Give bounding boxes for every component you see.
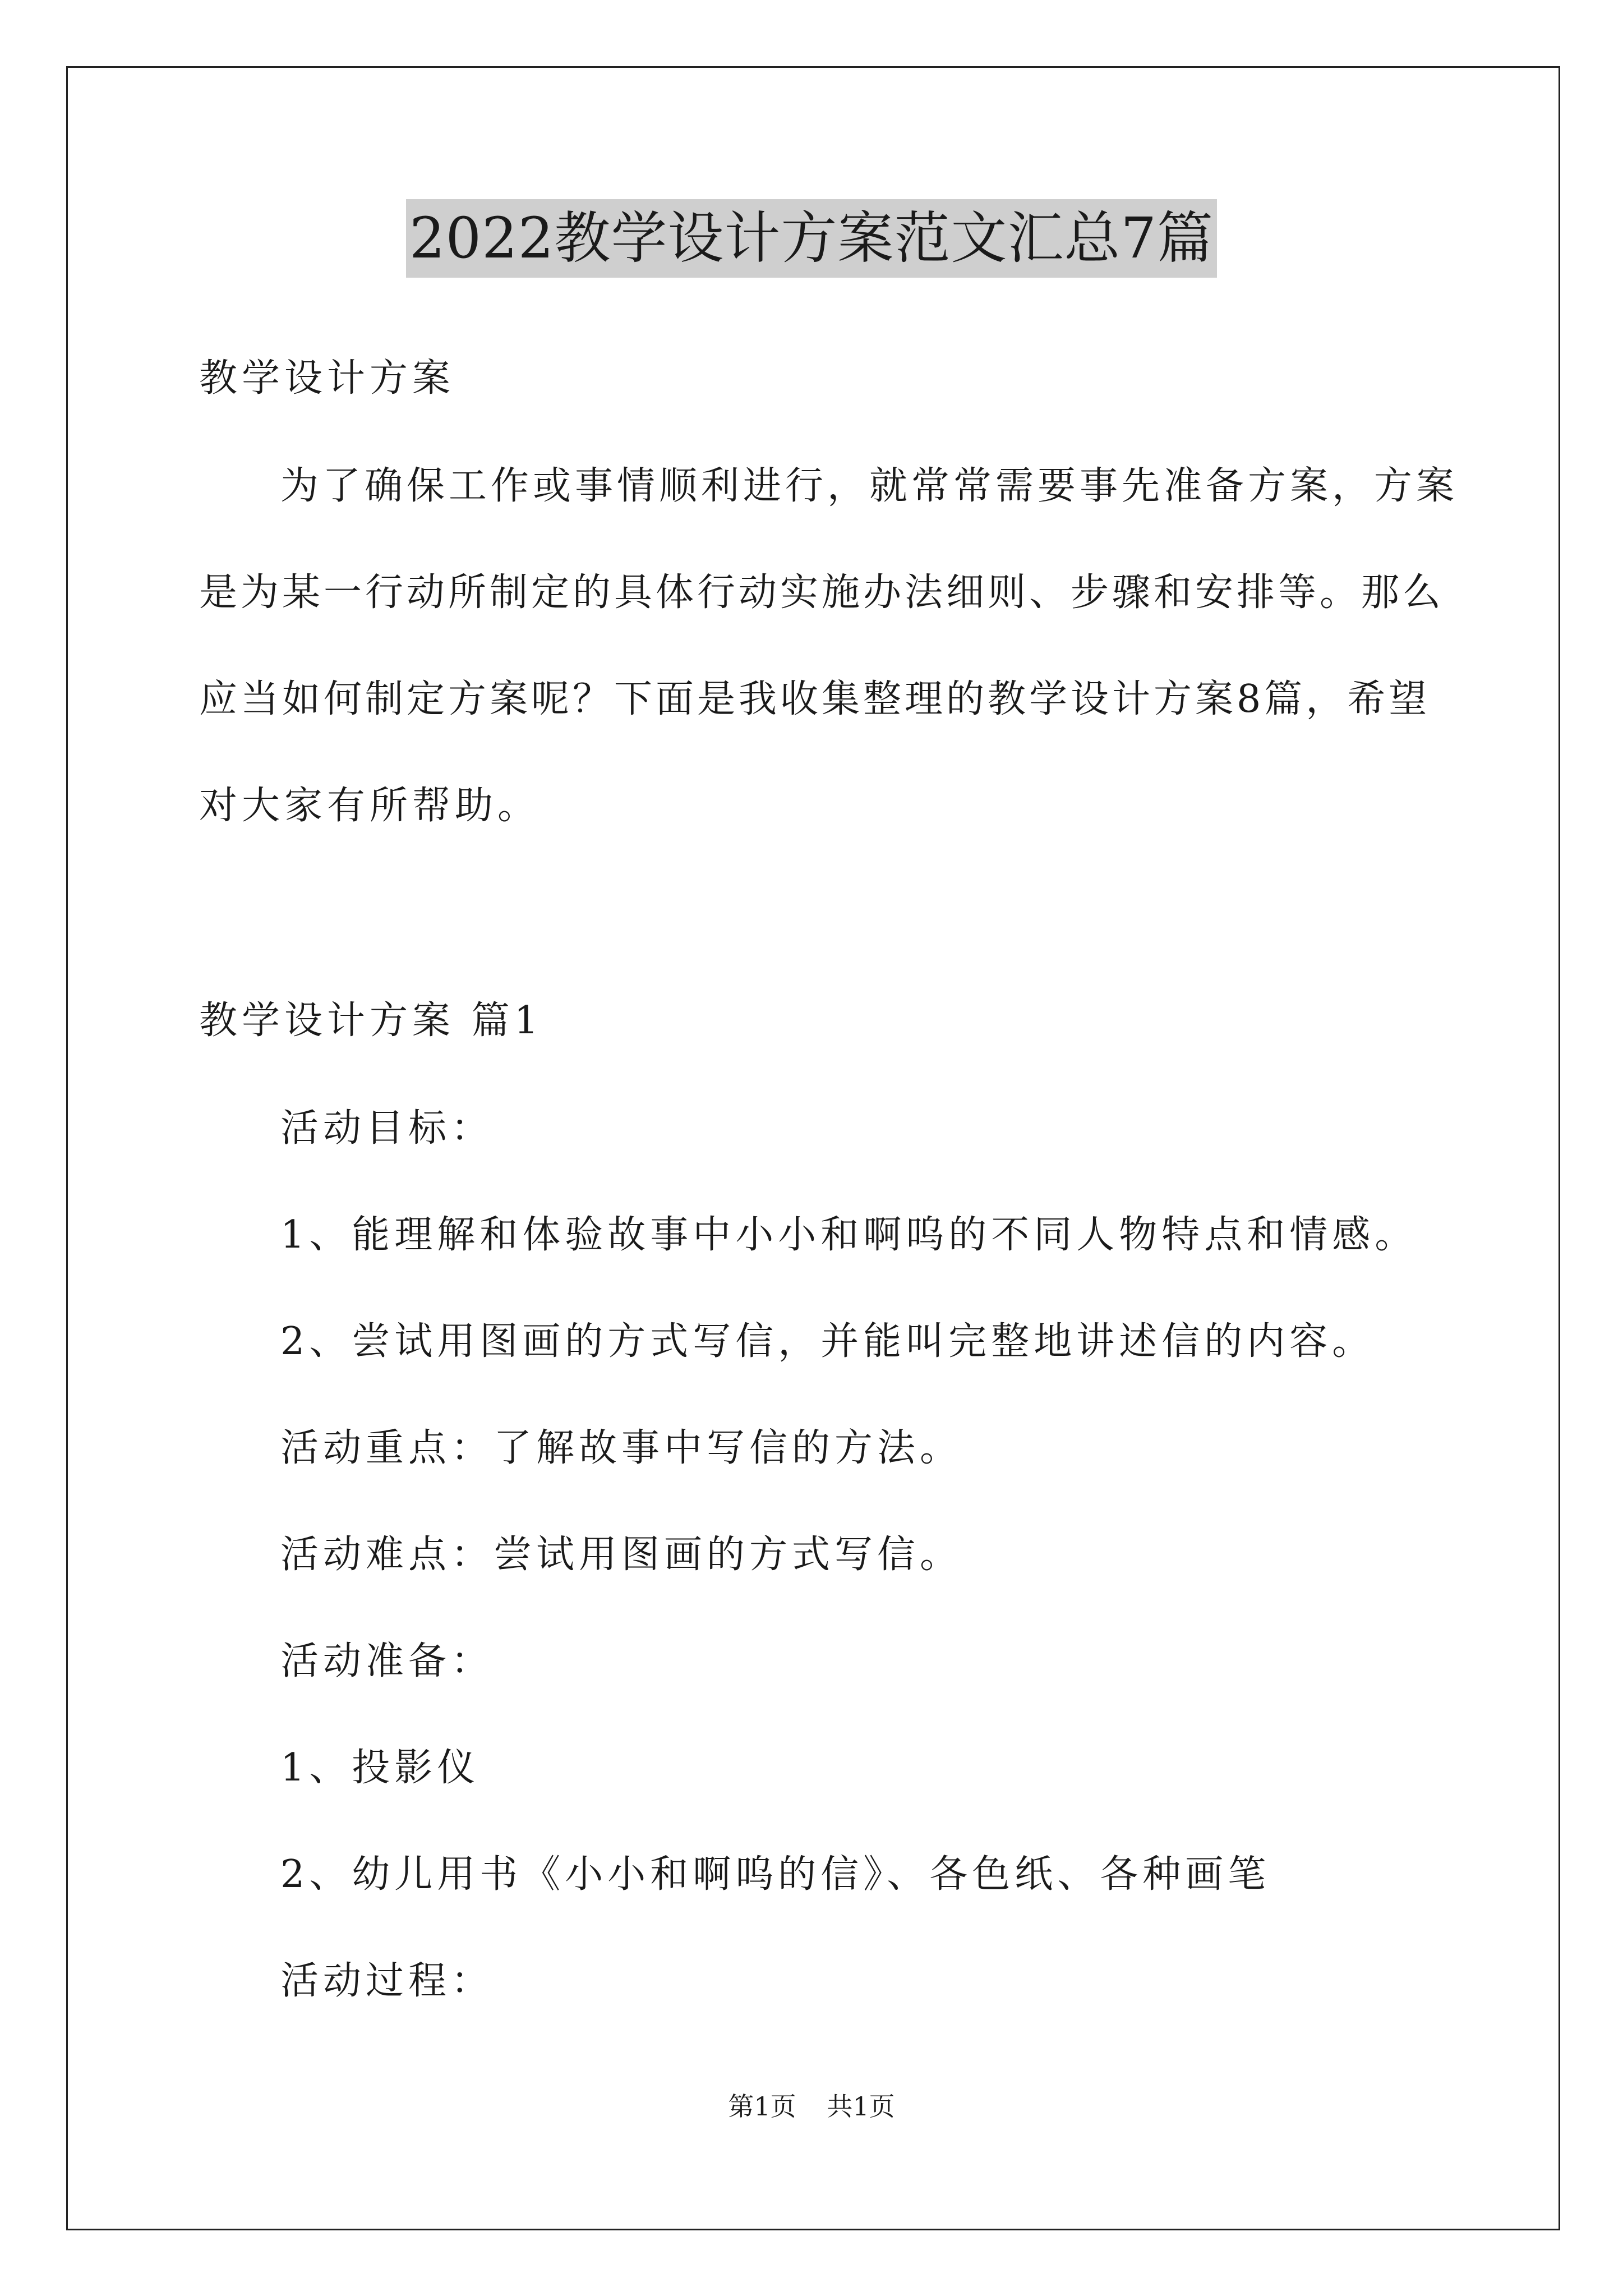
goal-item-2: 2、尝试用图画的方式写信，并能叫完整地讲述信的内容。 — [280, 1319, 1375, 1364]
page-footer — [0, 2090, 1623, 2123]
activity-focus: 活动重点：了解故事中写信的方法。 — [280, 1426, 963, 1470]
title-container — [0, 199, 1623, 278]
page-number-current: 第1页 — [728, 2091, 796, 2122]
heading-teaching-plan: 教学设计方案 — [199, 356, 455, 401]
goal-item-1: 1、能理解和体验故事中小小和啊呜的不同人物特点和情感。 — [280, 1213, 1418, 1257]
page-number-total: 共1页 — [827, 2091, 895, 2122]
activity-prep-label: 活动准备： — [280, 1639, 494, 1683]
intro-line-4: 对大家有所帮助。 — [199, 784, 541, 828]
prep-item-2: 2、幼儿用书《小小和啊呜的信》、各色纸、各种画笔 — [280, 1852, 1271, 1897]
intro-line-3: 应当如何制定方案呢？下面是我收集整理的教学设计方案8篇，希望 — [199, 677, 1431, 721]
intro-line-1: 为了确保工作或事情顺利进行，就常常需要事先准备方案，方案 — [280, 464, 1459, 508]
activity-difficulty: 活动难点：尝试用图画的方式写信。 — [280, 1533, 963, 1577]
section-heading: 教学设计方案 篇1 — [199, 999, 543, 1043]
activity-goal-label: 活动目标： — [280, 1106, 494, 1151]
activity-process-label: 活动过程： — [280, 1959, 494, 2003]
intro-line-2: 是为某一行动所制定的具体行动实施办法细则、步骤和安排等。那么 — [199, 570, 1445, 615]
document-title: 2022教学设计方案范文汇总7篇 — [406, 199, 1217, 278]
prep-item-1: 1、投影仪 — [280, 1746, 480, 1790]
